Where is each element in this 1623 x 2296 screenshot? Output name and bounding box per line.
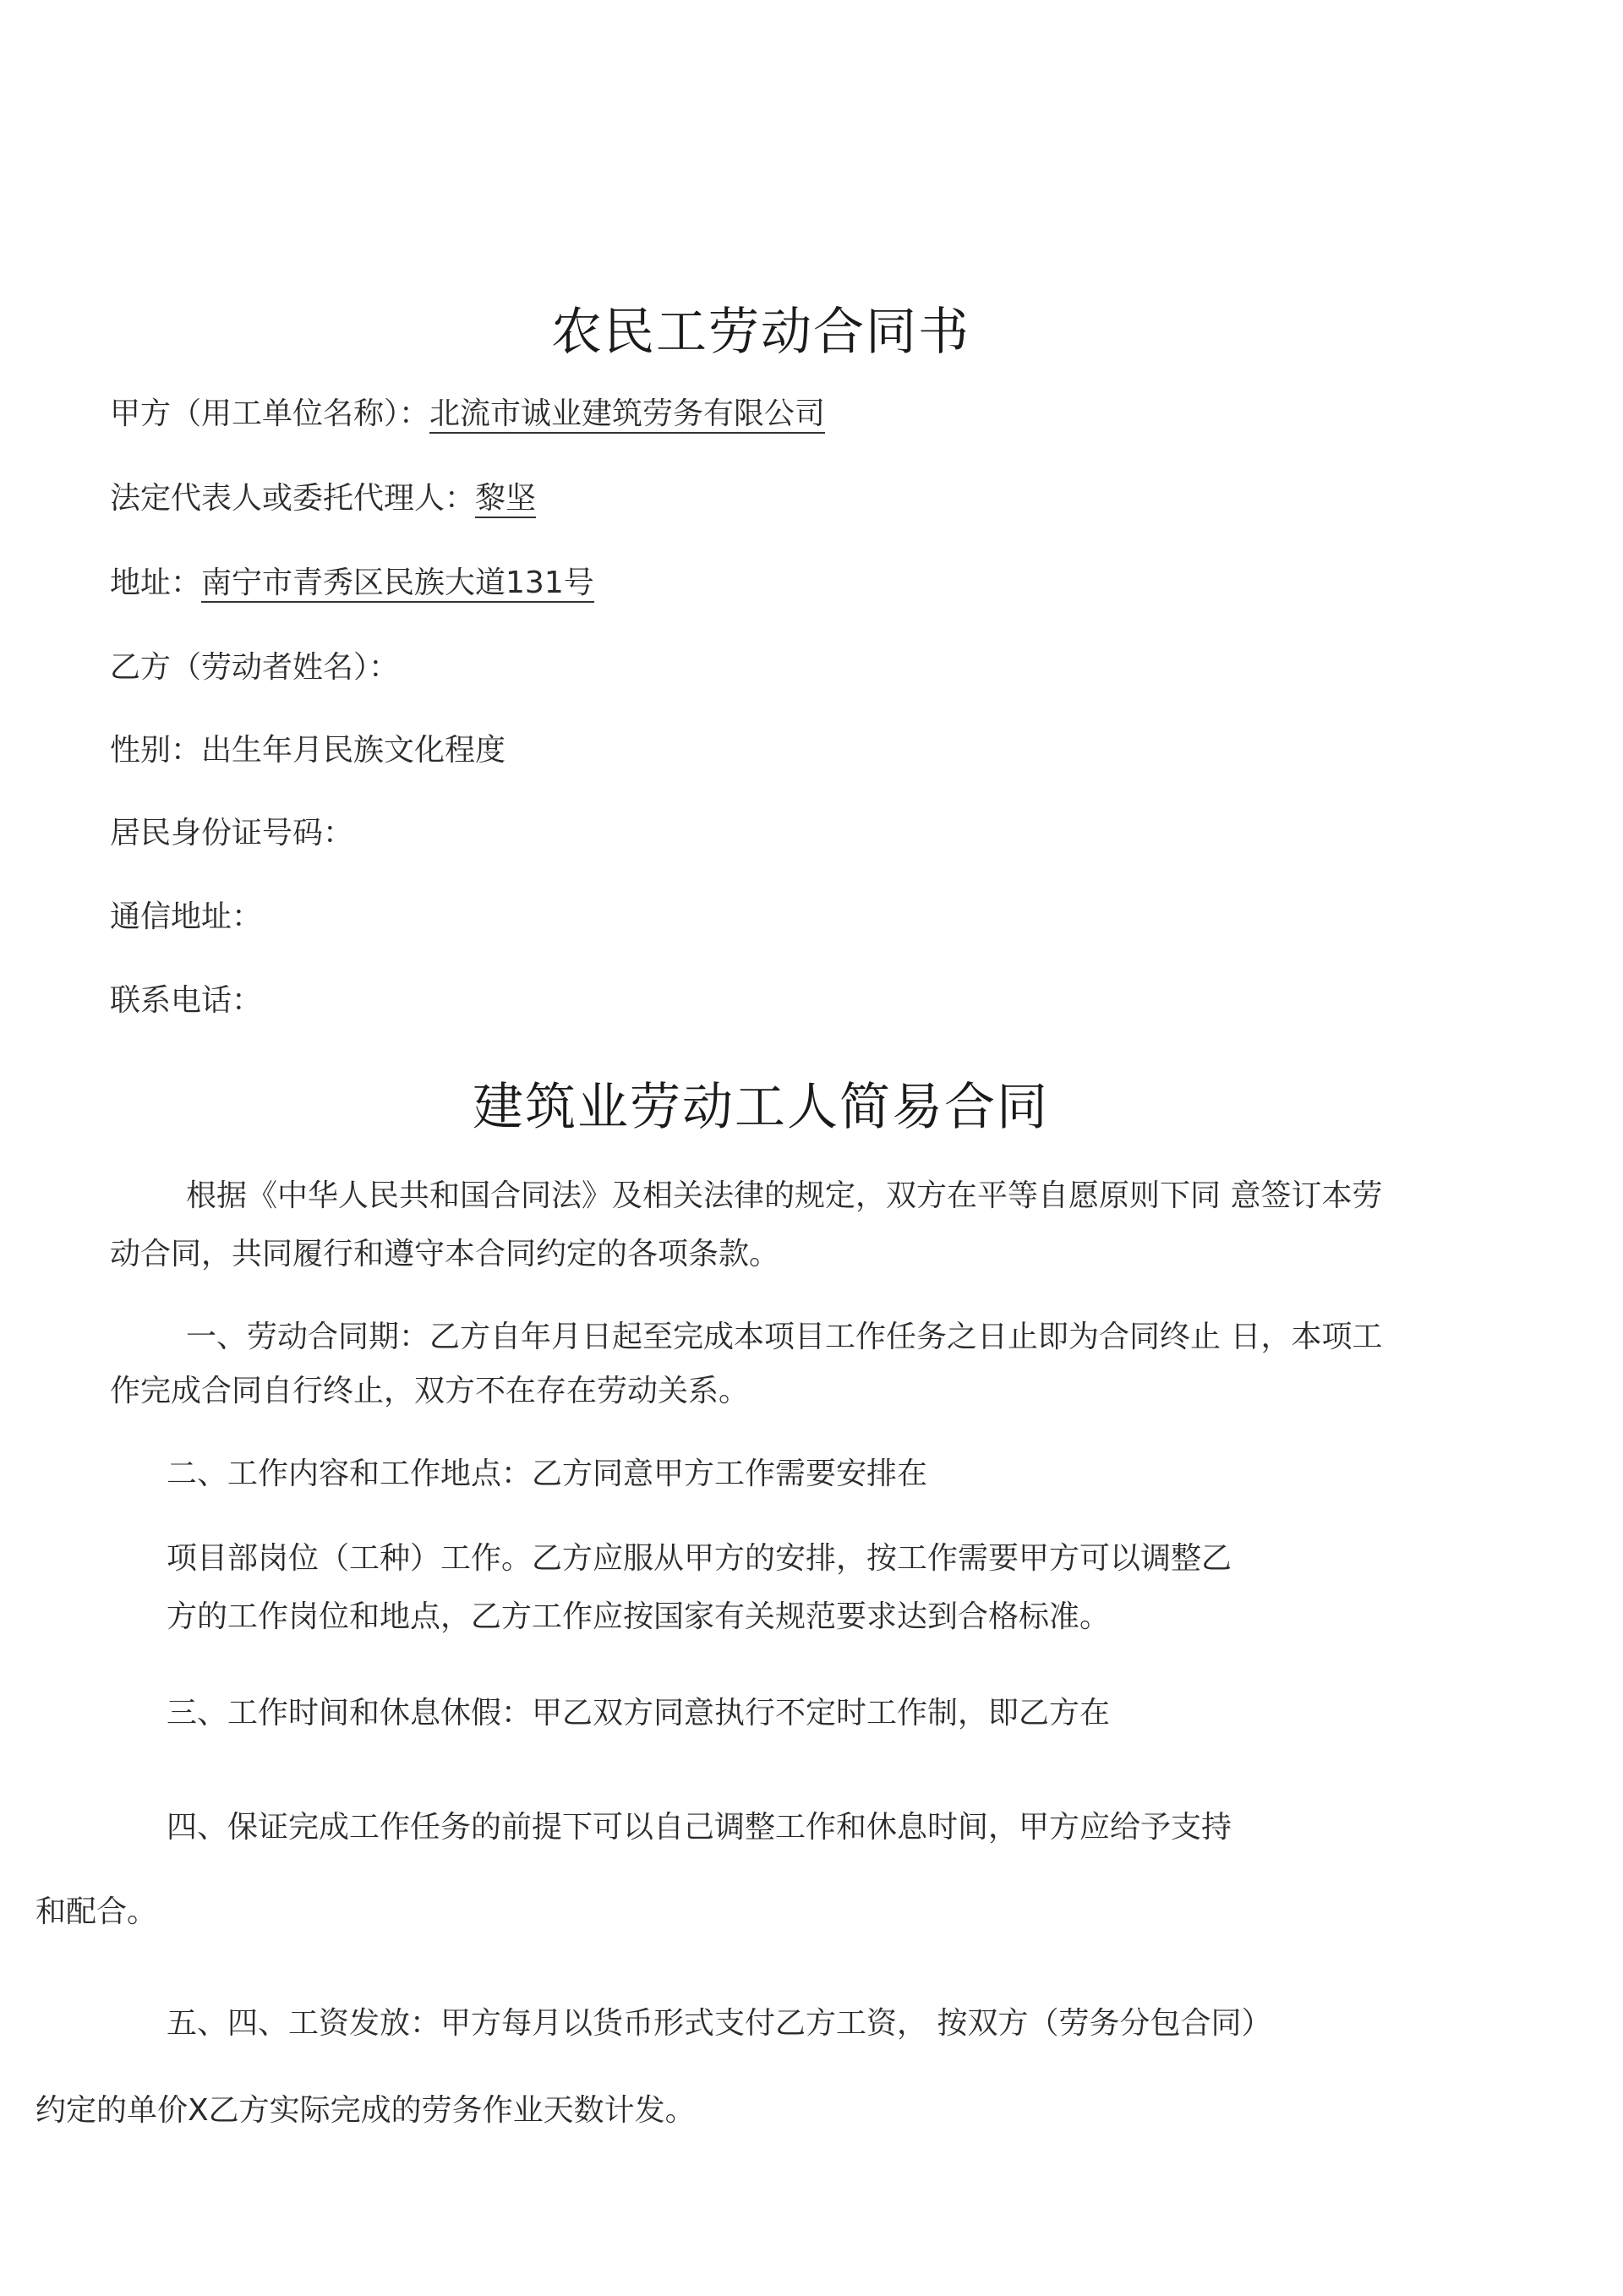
party-b-label: 乙方（劳动者姓名）： xyxy=(110,650,400,685)
representative-label: 法定代表人或委托代理人： xyxy=(110,481,476,516)
clause-2-line-1: 二、工作内容和工作地点：乙方同意甲方工作需要安排在 xyxy=(167,1457,928,1491)
mailing-address-label: 通信地址： xyxy=(110,899,263,934)
party-a-line xyxy=(110,396,825,433)
clause-2-line-2: 项目部岗位（工种）工作。乙方应服从甲方的安排，按工作需要甲方可以调整乙 xyxy=(167,1541,1232,1576)
id-number-line xyxy=(110,815,353,852)
phone-label: 联系电话： xyxy=(110,983,263,1018)
clause-2-line-3: 方的工作岗位和地点，乙方工作应按国家有关规范要求达到合格标准。 xyxy=(167,1599,1111,1634)
id-number-label: 居民身份证号码： xyxy=(110,816,354,850)
representative-value: 黎坚 xyxy=(475,481,536,518)
contract-title: 农民工劳动合同书 xyxy=(551,303,970,362)
mailing-address-line xyxy=(110,899,262,936)
representative-line xyxy=(110,480,536,517)
party-a-label: 甲方（用工单位名称）： xyxy=(110,396,430,431)
gender-label: 性别：出生年月民族文化程度 xyxy=(110,733,506,768)
clause-1-line-2: 作完成合同自行终止，双方不在存在劳动关系。 xyxy=(110,1374,750,1408)
address-value: 南宁市青秀区民族大道131号 xyxy=(201,566,594,603)
clause-5-line-2: 约定的单价X乙方实际完成的劳务作业天数计发。 xyxy=(36,2093,696,2128)
clause-5-line-1: 五、四、工资发放：甲方每月以货币形式支付乙方工资， 按双方（劳务分包合同） xyxy=(167,2006,1272,2041)
clause-4-line-1: 四、保证完成工作任务的前提下可以自己调整工作和休息时间，甲方应给予支持 xyxy=(167,1810,1232,1845)
phone-line xyxy=(110,982,262,1020)
party-b-line xyxy=(110,649,399,686)
intro-paragraph-line-2: 动合同，共同履行和遵守本合同约定的各项条款。 xyxy=(110,1237,780,1271)
address-line xyxy=(110,565,594,602)
party-a-value: 北流市诚业建筑劳务有限公司 xyxy=(429,396,825,434)
clause-3-line-1: 三、工作时间和休息休假：甲乙双方同意执行不定时工作制，即乙方在 xyxy=(167,1696,1111,1730)
gender-line xyxy=(110,732,505,769)
clause-4-line-2: 和配合。 xyxy=(36,1894,158,1929)
intro-paragraph-line-1: 根据《中华人民共和国合同法》及相关法律的规定，双方在平等自愿原则下同 意签订本劳 xyxy=(186,1178,1383,1213)
address-label: 地址： xyxy=(110,566,202,600)
clause-1-line-1: 一、劳动合同期：乙方自年月日起至完成本项目工作任务之日止即为合同终止 日，本项工 xyxy=(186,1320,1383,1354)
contract-subtitle: 建筑业劳动工人简易合同 xyxy=(473,1078,1049,1137)
